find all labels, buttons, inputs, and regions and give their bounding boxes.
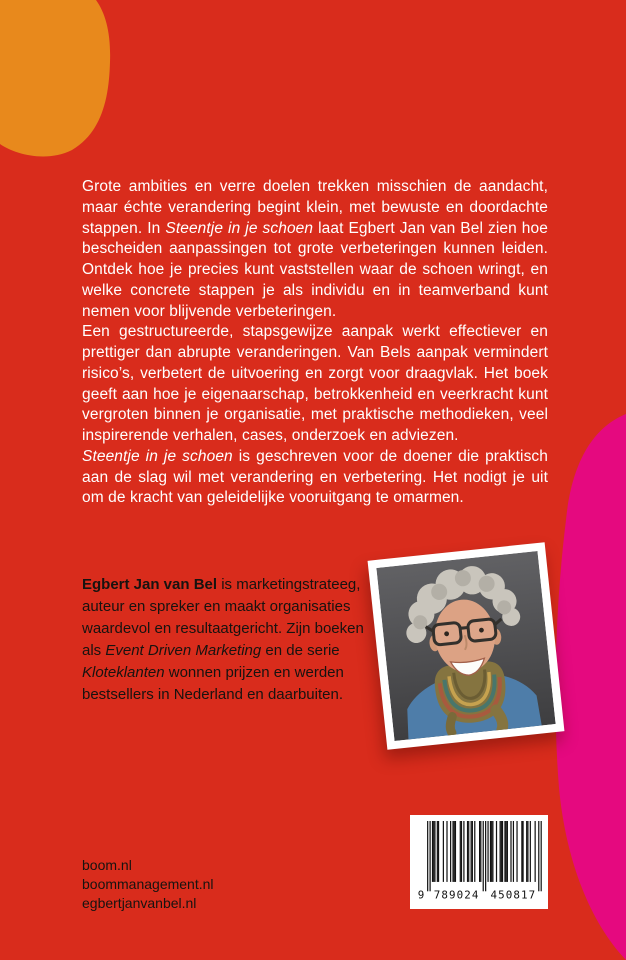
website-links (82, 856, 214, 913)
blurb (82, 177, 548, 509)
blurb-paragraph-1: Grote ambities en verre doelen trekken misschien de aandacht, maar échte verandering begint klein, met bewuste en doordachte stappen. In Steentje in je schoen laat Egbert Jan van Bel zien hoe bescheiden aanpassingen tot grote verbeteringen kunnen leiden. Ontdek hoe je precies kunt vaststellen waar de schoen wringt, en welke concrete stappen je als individu en in teamverband kunt nemen voor blijvende verbeteringen. (82, 178, 548, 320)
barcode-bars (427, 821, 542, 891)
barcode-digits-right: 450817 (490, 888, 536, 902)
blurb-paragraph-2: Een gestructureerde, stapsgewijze aanpak werkt effectiever en prettiger dan abrupte veranderingen. Van Bels aanpak vermindert risico’s, verbetert de uitvoering en zorgt voor draagvlak. Het boek geeft aan hoe je eigenaarschap, betrokkenheid en veerkracht kunt vergroten binnen je organisatie, met praktische methodieken, veel inspirerende verhalen, cases, onderzoek en adviezen. (82, 323, 548, 444)
pink-blob-shape (555, 414, 626, 960)
author-photo (368, 542, 565, 750)
author-photo-illustration (376, 551, 555, 741)
author-bio (82, 574, 402, 705)
barcode-digit-lead: 9 (417, 888, 425, 902)
orange-blob-shape (0, 0, 110, 156)
isbn-barcode (410, 815, 548, 909)
link-egbertjanvanbel: egbertjanvanbel.nl (82, 895, 197, 911)
bio-line: Kloteklanten wonnen prijzen en werden (82, 663, 344, 681)
link-boommanagement: boommanagement.nl (82, 876, 214, 892)
bio-line: Egbert Jan van Bel is marketingstrateeg, (82, 576, 361, 593)
bio-line: waardevol en resultaatgericht. Zijn boeken (82, 619, 364, 637)
bio-line: als Event Driven Marketing en de serie (82, 641, 340, 659)
bio-line: auteur en spreker en maakt organisaties (82, 597, 351, 615)
link-boom: boom.nl (82, 857, 132, 873)
barcode-digits-left: 789024 (433, 888, 479, 902)
bio-line: bestsellers in Nederland en daarbuiten. (82, 685, 343, 703)
blurb-paragraph-3: Steentje in je schoen is geschreven voor de doener die praktisch aan de slag wil met verandering en verbetering. Het nodigt je uit om de kracht van geleidelijke vooruitgang te omarmen. (82, 447, 548, 507)
